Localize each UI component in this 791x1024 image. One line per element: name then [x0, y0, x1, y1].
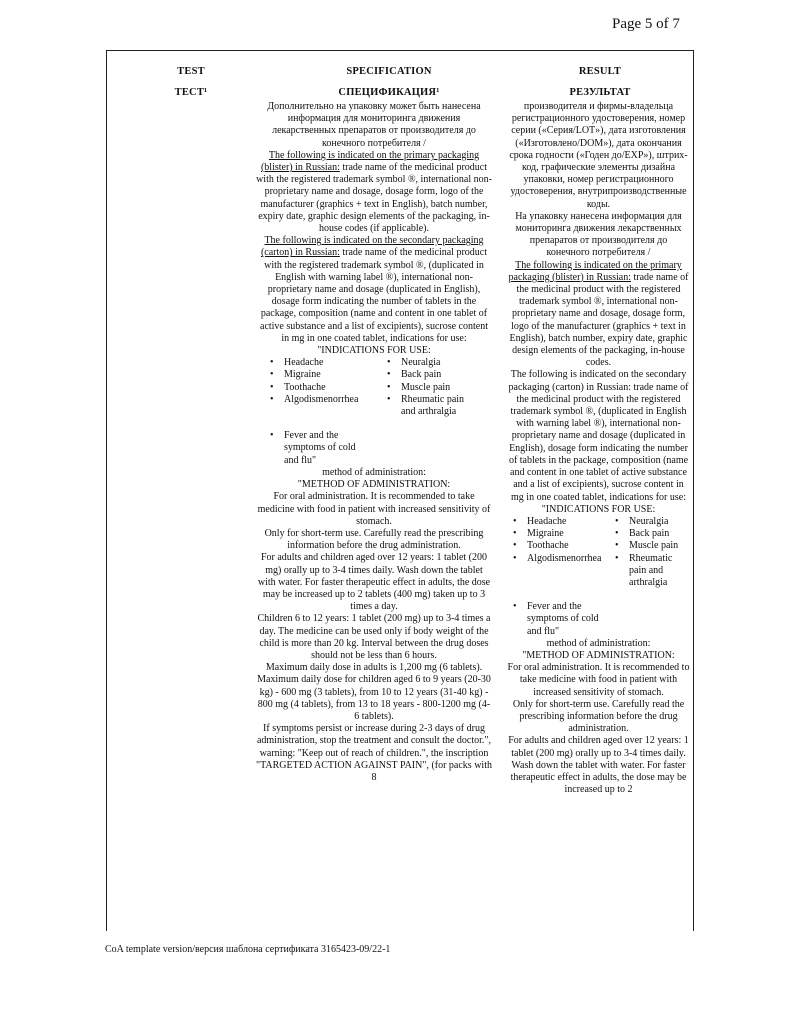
list-item: • Rheumatic pain and arthralgia [383, 394, 475, 418]
list-item: • Muscle pain [611, 540, 690, 552]
coa-table [106, 50, 694, 931]
header-test-en: TEST [177, 66, 205, 77]
list-item: • Neuralgia [383, 357, 475, 369]
list-item: • Toothache [266, 382, 383, 394]
result-indications-list [509, 516, 690, 589]
spec-text: trade name of the medicinal product with the registered trademark symbol ®, (duplicated in English with warning label ®), international non-proprietary name and dosage (duplicated in English), dosage form indicating the number of tablets in the package, composition (name and content in one tablet of active substance and a list of excipients), sucrose content in mg in one coated tablet, indications for use: [260, 247, 488, 344]
result-text: trade name of the medicinal product with the registered trademark symbol ®, international non-proprietary name and dosage, dosage form, logo of the manufacturer (graphics + text in English), batch number, expiry date, graphic design elements of the packaging, in-house codes. [509, 271, 689, 369]
header-result-ru: РЕЗУЛЬТАТ [569, 87, 631, 98]
spec-underlined: The following is indicated on the secondary packaging (carton) in Russian: [260, 235, 484, 259]
spec-text: trade name of the medicinal product with the registered trademark symbol ®, international non-proprietary name and dosage, dosage form, logo of the manufacturer (graphics + text in English), batch number, expiry date, graphic design elements of the packaging, in-house codes (if applicable). [256, 162, 492, 235]
list-item: • Fever and the symptoms of cold and flu" [509, 601, 609, 638]
page-number: Page 5 of 7 [612, 16, 680, 32]
list-item: • Fever and the symptoms of cold and flu" [266, 430, 366, 467]
result-paragraph: For oral administration. It is recommended to take medicine with food in patient with increased sensitivity of stomach. [507, 662, 690, 698]
list-item: • Headache [266, 357, 383, 369]
spec-paragraph [256, 235, 492, 345]
spec-paragraph: Children 6 to 12 years: 1 tablet (200 mg) up to 3-4 times a day. The medicine can be used only if body weight of the child is more than 20 kg. Interval between the drug doses should not be less than 6 hours. [257, 613, 491, 661]
result-cell [507, 101, 690, 931]
spec-paragraph: Maximum daily dose in adults is 1,200 mg (6 tablets). [265, 662, 483, 674]
header-spec-ru: СПЕЦИФИКАЦИЯ¹ [338, 87, 440, 98]
result-indications-title: "INDICATIONS FOR USE: [541, 503, 656, 515]
list-item: • Toothache [509, 540, 611, 552]
result-paragraph: Only for short-term use. Carefully read the prescribing information before the drug administration. [512, 698, 685, 735]
list-item: • Neuralgia [611, 516, 690, 528]
result-paragraph: На упаковку нанесена информация для мониторинга движения лекарственных препаратов от производителя до конечного потребителя / [515, 210, 682, 259]
spec-paragraph: If symptoms persist or increase during 2-3 days of drug administration, stop the treatment and consult the doctor.", warning: "Keep out of reach of children.", the inscription "TARGETED ACTION AGAINST PAIN", (for packs with 8 [256, 723, 492, 783]
list-item: • Migraine [266, 369, 383, 381]
list-item: • Rheumatic pain and arthralgia [611, 553, 690, 590]
header-test-ru: ТЕСТ¹ [174, 87, 208, 98]
header-result-en: RESULT [578, 66, 622, 77]
template-version-footer: CoA template version/версия шаблона сертификата 3165423-09/22-1 [105, 944, 391, 955]
list-item: • Back pain [383, 369, 475, 381]
spec-paragraph: Only for short-term use. Carefully read the prescribing information before the drug administration. [264, 527, 484, 552]
list-item: • Algodismenorrhea [266, 394, 383, 418]
spec-paragraph: For adults and children aged over 12 years: 1 tablet (200 mg) orally up to 3-4 times daily. Wash down the tablet with water. For faster therapeutic effect in adults, the dose may be increased up to 2 tablets (400 mg) taken up to 3 times a day. [257, 552, 491, 613]
list-item: • Headache [509, 516, 611, 528]
list-item: • Algodismenorrhea [509, 553, 611, 590]
spec-paragraph [256, 150, 492, 235]
spec-paragraph: Дополнительно на упаковку может быть нанесена информация для мониторинга движения лекарственных препаратов от производителя до конечного потребителя / [267, 101, 481, 149]
spec-paragraph: For oral administration. It is recommended to take medicine with food in patient with increased sensitivity of stomach. [257, 491, 491, 527]
result-paragraph: The following is indicated on the secondary packaging (carton) in Russian: trade name of the medicinal product with the registered trademark symbol ®, (duplicated in English with warning label ®), international non-proprietary name and dosage (duplicated in English), dosage form indicating the number of tablets in the package, composition (name and content in one tablet of active substance and a list of excipients), sucrose content in mg in one coated tablet, indications for use: [508, 369, 689, 503]
result-paragraph: method of administration: [546, 637, 651, 649]
spec-underlined: The following is indicated on the primary packaging (blister) in Russian: [260, 149, 480, 174]
spec-paragraph: "METHOD OF ADMINISTRATION: [297, 479, 451, 491]
spec-indications-list-last [266, 430, 366, 467]
spec-paragraph: Maximum daily dose for children aged 6 to 9 years (20-30 kg) - 600 mg (3 tablets), from 10 to 12 years (31-40 kg) - 800 mg (4 tablets), from 13 to 18 years - 800-1200 mg (4-6 tablets). [257, 674, 491, 722]
result-underlined: The following is indicated on the primary packaging (blister) in Russian: [508, 259, 682, 283]
result-paragraph: For adults and children aged over 12 years: 1 tablet (200 mg) orally up to 3-4 times daily. Wash down the tablet with water. For faster therapeutic effect in adults, the dose may be increased up to 2 [508, 735, 689, 796]
list-item: • Back pain [611, 528, 690, 540]
result-paragraph: "METHOD OF ADMINISTRATION: [522, 649, 675, 661]
spec-indications-title: "INDICATIONS FOR USE: [317, 345, 431, 357]
result-paragraph [507, 260, 690, 370]
list-item: • Muscle pain [383, 382, 475, 394]
result-indications-list-last [509, 601, 609, 638]
result-paragraph: производителя и фирмы-владельца регистрационного удостоверения, номер серии («Серия/LOT»), дата изготовления («Изготовлено/DOM»), дата окончания срока годности («Годен до/EXP»), штрих-код, графические элементы дизайна упаковки, номер регистрационного удостоверения, внутрипроизводственные коды. [509, 101, 688, 210]
header-spec-en: SPECIFICATION [346, 66, 432, 77]
specification-cell [256, 101, 492, 931]
spec-indications-list [266, 357, 492, 418]
spec-paragraph: method of administration: [322, 466, 426, 478]
list-item: • Migraine [509, 528, 611, 540]
